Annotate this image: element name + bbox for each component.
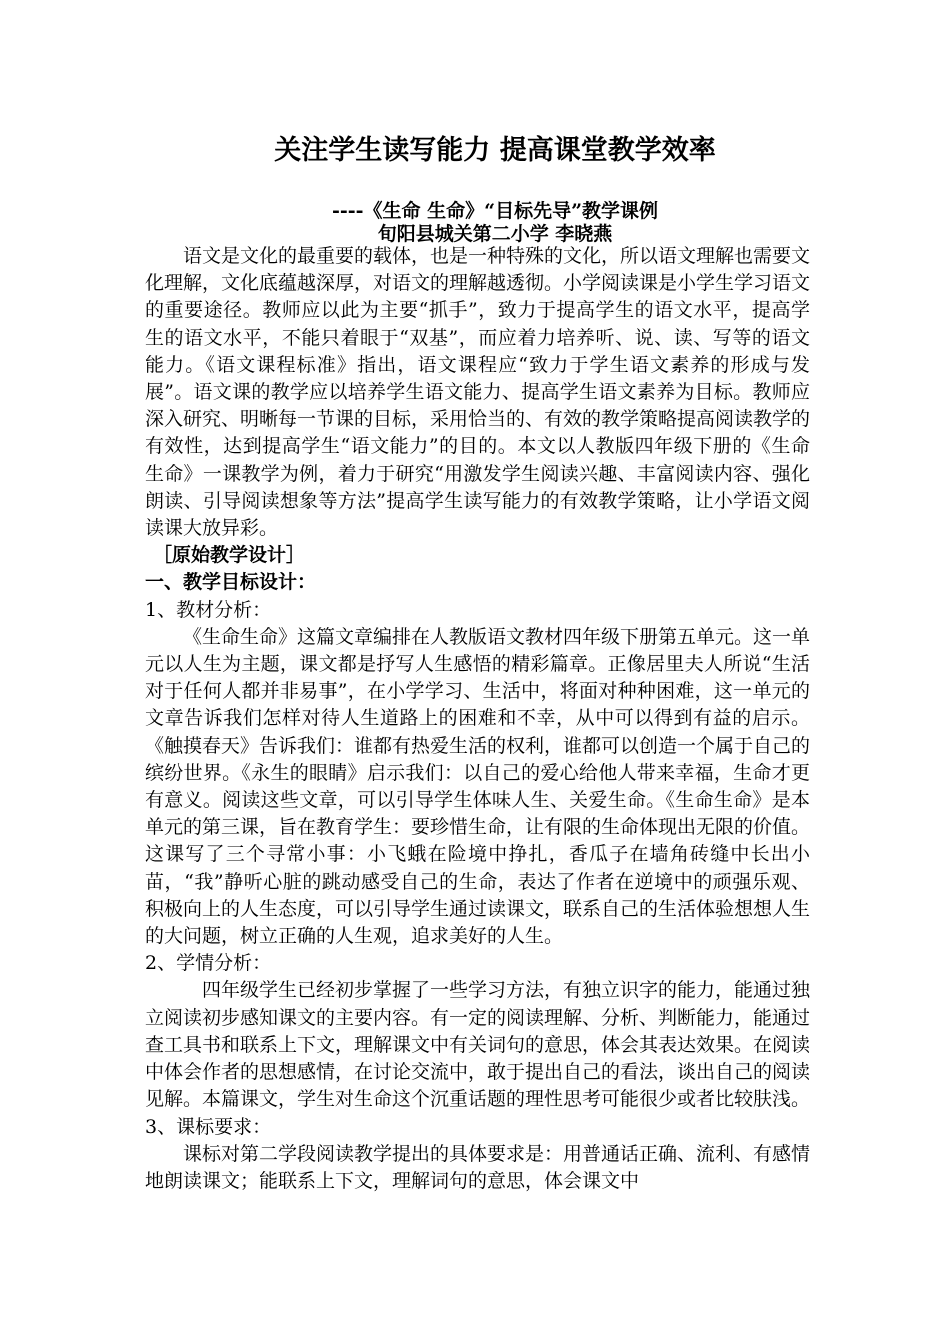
item-3-heading: 3、课标要求： <box>145 1115 272 1138</box>
document-title: 关注学生读写能力 提高课堂教学效率 <box>274 135 716 166</box>
section-bracket-heading: ［原始教学设计］ <box>153 544 306 567</box>
item-3-paragraph: 课标对第二学段阅读教学提出的具体要求是：用普通话正确、流利、有感情地朗读课文；能联系上下文，理解词句的意思，体会课文中 <box>145 1142 811 1192</box>
intro-paragraph: 语文是文化的最重要的载体，也是一种特殊的文化，所以语文理解也需要文化理解，文化底蕴越深厚，对语文的理解越透彻。小学阅读课是小学生学习语文的重要途径。教师应以此为主要“抓手”，致力于提高学生的语文水平，提高学生的语文水平，不能只着眼于“双基”，而应着力培养听、说、读、写等的语文能力。《语文课程标准》指出，语文课程应“致力于学生语文素养的形成与发展”。语文课的教学应以培养学生语文能力、提高学生语文素养为目标。教师应深入研究、明晰每一节课的目标，采用恰当的、有效的教学策略提高阅读教学的有效性，达到提高学生“语文能力”的目的。本文以人教版四年级下册的《生命生命》一课教学为例，着力于研究“用激发学生阅读兴趣、丰富阅读内容、强化朗读、引导阅读想象等方法”提高学生读写能力的有效教学策略，让小学语文阅读课大放异彩。 <box>145 245 811 540</box>
item-2-heading: 2、学情分析： <box>145 952 272 975</box>
document-subtitle: ----《生命 生命》“目标先导”教学课例 <box>331 200 659 222</box>
document-body <box>145 243 810 1195</box>
item-2-paragraph: 四年级学生已经初步掌握了一些学习方法，有独立识字的能力，能通过独立阅读初步感知课文的主要内容。有一定的阅读理解、分析、判断能力，能通过查工具书和联系上下文，理解课文中有关词句的意思，体会其表达效果。在阅读中体会作者的思想感情，在讨论交流中，敢于提出自己的看法，谈出自己的阅读见解。本篇课文，学生对生命这个沉重话题的理性思考可能很少或者比较肤浅。 <box>145 979 811 1111</box>
item-1-paragraph: 《生命生命》这篇文章编排在人教版语文教材四年级下册第五单元。这一单元以人生为主题，课文都是抒写人生感悟的精彩篇章。正像居里夫人所说“生活对于任何人都并非易事”，在小学学习、生活中，将面对种种困难，这一单元的文章告诉我们怎样对待人生道路上的困难和不幸，从中可以得到有益的启示。《触摸春天》告诉我们：谁都有热爱生活的权利，谁都可以创造一个属于自己的缤纷世界。《永生的眼睛》启示我们：以自己的爱心给他人带来幸福，生命才更有意义。阅读这些文章，可以引导学生体味人生、关爱生命。《生命生命》是本单元的第三课，旨在教育学生：要珍惜生命，让有限的生命体现出无限的价值。这课写了三个寻常小事：小飞蛾在险境中挣扎，香瓜子在墙角砖缝中长出小苗，“我”静听心脏的跳动感受自己的生命，表达了作者在逆境中的顽强乐观、积极向上的人生态度，可以引导学生通过读课文，联系自己的生活体验想想人生的大问题，树立正确的人生观，追求美好的人生。 <box>145 625 811 948</box>
item-1-heading: 1、教材分析： <box>145 598 272 621</box>
document-author: 旬阳县城关第二小学 李晓燕 <box>377 223 613 245</box>
section-1-heading: 一、教学目标设计： <box>145 571 317 594</box>
